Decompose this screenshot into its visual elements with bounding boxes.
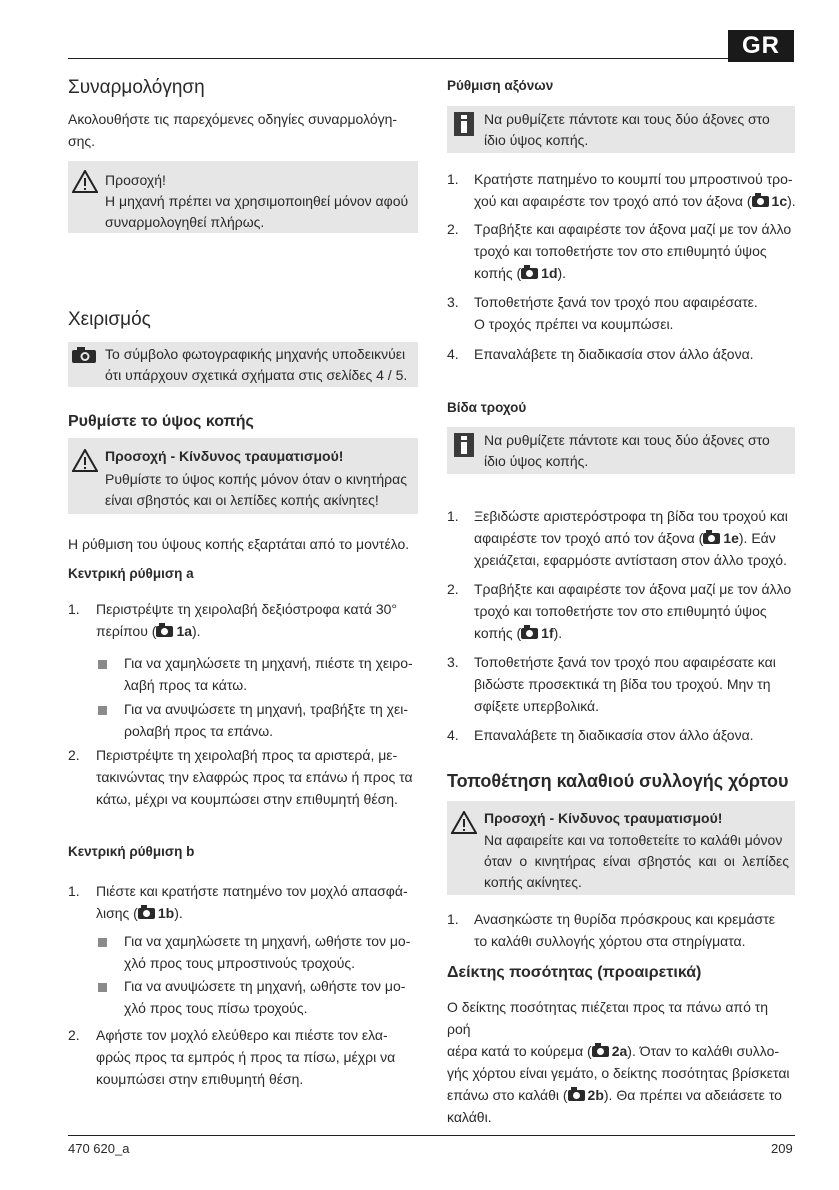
step-text — [474, 168, 796, 212]
step-line: το καλάθι συλλογής χόρτου στα στηρίγματα. — [474, 933, 746, 949]
catcher-title: Τοποθέτηση καλαθιού συλλογής χόρτου — [447, 771, 789, 791]
step-number: 1. — [68, 601, 80, 617]
language-badge: GR — [728, 30, 794, 62]
assembly-text-1: Ακολουθήστε τις παρεχόμενες οδηγίες συναρμολόγη- — [68, 111, 398, 127]
figure-ref — [592, 1043, 628, 1059]
figure-ref — [521, 625, 553, 641]
figure-ref — [521, 265, 557, 281]
step-number: 2. — [68, 747, 80, 763]
figure-ref-label: 1e — [723, 530, 739, 546]
indicator-text — [447, 996, 795, 1128]
operation-note-box — [68, 342, 418, 387]
footer-model: 470 620_a — [68, 1141, 130, 1156]
step-line — [474, 622, 791, 644]
step-line: Πιέστε και κρατήστε πατημένο τον μοχλό απασφά- — [96, 883, 408, 899]
step-number: 3. — [447, 654, 459, 670]
step-text — [474, 651, 776, 717]
step-line: φρώς προς τα εμπρός ή προς τα πίσω, μέχρι να — [96, 1049, 396, 1065]
step-text-pre: αφαιρέστε τον τροχό από τον άξονα ( — [474, 530, 704, 546]
cut-height-intro: Η ρύθμιση του ύψους κοπής εξαρτάται από το μοντέλο. — [68, 536, 410, 552]
info-icon — [454, 112, 474, 136]
warning-line-1: Να αφαιρείτε και να τοποθετείτε το καλάθι μόνον — [484, 832, 783, 848]
step-text — [474, 578, 791, 644]
assembly-title: Συναρμολόγηση — [68, 77, 205, 98]
camera-icon — [521, 628, 538, 639]
step-text — [474, 343, 754, 365]
figure-ref — [703, 530, 739, 546]
bullet-text — [124, 652, 413, 696]
figure-ref — [752, 193, 788, 209]
footer-rule — [68, 1135, 795, 1136]
header-rule — [68, 58, 728, 59]
info-line-1: Να ρυθμίζετε πάντοτε και τους δύο άξονες στο — [484, 111, 770, 127]
step-text-pre: χού και αφαιρέστε τον τροχό από τον άξονα ( — [474, 193, 752, 209]
figure-ref-label: 1a — [176, 623, 193, 639]
warning-title: Προσοχή! — [105, 172, 166, 188]
warning-line-3: κοπής ακίνητες. — [484, 874, 582, 890]
info-icon — [454, 433, 474, 457]
step-text-post: ). — [787, 193, 796, 209]
step-number: 1. — [447, 911, 459, 927]
bullet-line: Για να χαμηλώσετε τη μηχανή, ωθήστε τον μο- — [124, 933, 411, 949]
warning-title: Προσοχή - Κίνδυνος τραυματισμού! — [105, 448, 344, 464]
step-text — [474, 724, 754, 746]
step-line: βιδώστε προσεκτικά τη βίδα του τροχού. Μην τη — [474, 676, 771, 692]
central-b-title: Κεντρική ρύθμιση b — [68, 844, 195, 859]
step-line: σφίξετε υπερβολικά. — [474, 698, 600, 714]
step-line: Περιστρέψτε τη χειρολαβή δεξιόστροφα κατά 30° — [96, 601, 398, 617]
step-line: Περιστρέψτε τη χειρολαβή προς τα αριστερά, με- — [96, 747, 398, 763]
step-line — [474, 527, 788, 549]
step-text — [96, 1024, 395, 1090]
step-text-pre: λισης ( — [96, 905, 138, 921]
step-text — [474, 505, 788, 571]
info-line-2: ίδιο ύψος κοπής. — [484, 132, 589, 148]
step-text-post: ). — [553, 625, 563, 641]
indicator-line: γής χόρτου είναι γεμάτο, ο δείκτης ποσότητας βρίσκεται — [447, 1065, 790, 1081]
step-number: 3. — [447, 294, 459, 310]
step-line: τροχό και τοποθετήστε τον στο επιθυμητό ύψος — [474, 243, 767, 259]
bullet-line: ρολαβή προς τα επάνω. — [124, 723, 274, 739]
indicator-line — [447, 1040, 795, 1062]
wheel-screw-title: Βίδα τροχού — [447, 400, 527, 415]
step-text — [96, 880, 408, 924]
figure-ref-label: 2a — [611, 1043, 628, 1059]
camera-icon — [156, 626, 173, 637]
step-text-post: ). — [557, 265, 567, 281]
wheel-screw-info-box — [447, 427, 795, 474]
bullet-square-icon — [98, 706, 107, 715]
cut-height-warning-box — [68, 438, 418, 514]
step-text — [96, 598, 397, 642]
figure-ref-label: 1f — [541, 625, 554, 641]
step-text — [474, 218, 791, 284]
warning-title: Προσοχή - Κίνδυνος τραυματισμού! — [484, 810, 723, 826]
step-text-pre: περίπου ( — [96, 623, 157, 639]
step-number: 1. — [447, 508, 459, 524]
figure-ref — [156, 623, 192, 639]
step-line: Αφήστε τον μοχλό ελεύθερο και πιέστε τον ελα- — [96, 1027, 388, 1043]
bullet-text — [124, 930, 410, 974]
bullet-line: χλό προς τους μπροστινούς τροχούς. — [124, 955, 356, 971]
warning-icon — [451, 811, 477, 834]
figure-ref-label: 1c — [771, 193, 788, 209]
step-line — [96, 620, 397, 642]
page-number: 209 — [771, 1141, 793, 1156]
warning-line-2: όταν ο κινητήρας είναι σβηστός και οι λεπίδες — [484, 853, 789, 869]
camera-icon — [568, 1090, 585, 1101]
step-text-pre: κοπής ( — [474, 265, 522, 281]
camera-icon — [703, 533, 720, 544]
step-line: χρειάζεται, εφαρμόστε αντίσταση στον άλλο τροχό. — [474, 552, 787, 568]
step-text-post: ). — [192, 623, 201, 639]
operation-note-line-2: ότι υπάρχουν σχετικά σχήματα στις σελίδες 4 / 5. — [105, 367, 408, 383]
step-line — [474, 190, 796, 212]
axle-title: Ρύθμιση αξόνων — [447, 78, 554, 93]
step-number: 4. — [447, 727, 459, 743]
step-number: 1. — [447, 171, 459, 187]
step-number: 1. — [68, 883, 80, 899]
assembly-text-2: σης. — [68, 133, 96, 149]
bullet-line: χλό προς τους πίσω τροχούς. — [124, 1000, 308, 1016]
step-number: 2. — [68, 1027, 80, 1043]
camera-icon — [71, 346, 97, 364]
step-line: τακινώντας την ελαφρώς προς τα επάνω ή προς τα — [96, 769, 413, 785]
camera-icon — [521, 268, 538, 279]
indicator-title: Δείκτης ποσότητας (προαιρετικά) — [447, 964, 702, 981]
text-post: ). Όταν το καλάθι συλλο- — [627, 1043, 780, 1059]
step-line — [474, 262, 791, 284]
step-number: 2. — [447, 221, 459, 237]
camera-icon — [592, 1046, 609, 1057]
step-line: Τοποθετήστε ξανά τον τροχό που αφαιρέσατε. — [474, 294, 758, 310]
figure-ref-label: 2b — [587, 1087, 604, 1103]
warning-line-2: είναι σβηστός και οι λεπίδες κοπής ακίνητες! — [105, 492, 379, 508]
bullet-square-icon — [98, 938, 107, 947]
step-line: κάτω, μέχρι να κουμπώσει στην επιθυμητή θέση. — [96, 791, 398, 807]
step-line: Τραβήξτε και αφαιρέστε τον άξονα μαζί με τον άλλο — [474, 581, 792, 597]
operation-note-line-1: Το σύμβολο φωτογραφικής μηχανής υποδεικνύει — [105, 346, 406, 362]
text-post: ). Θα πρέπει να αδειάσετε το — [603, 1087, 782, 1103]
step-line — [96, 902, 408, 924]
camera-icon — [752, 196, 769, 207]
text-pre: επάνω στο καλάθι ( — [447, 1087, 568, 1103]
figure-ref-label: 1d — [541, 265, 558, 281]
bullet-line: Για να ανυψώσετε τη μηχανή, ωθήστε τον μο- — [124, 978, 406, 994]
step-line: Ξεβιδώστε αριστερόστροφα τη βίδα του τροχού και — [474, 508, 788, 524]
step-line: Επαναλάβετε τη διαδικασία στον άλλο άξονα. — [474, 346, 754, 362]
step-text — [96, 744, 413, 810]
cut-height-title: Ρυθμίστε το ύψος κοπής — [68, 413, 254, 430]
indicator-line: καλάθι. — [447, 1109, 492, 1125]
step-line: Επαναλάβετε τη διαδικασία στον άλλο άξονα. — [474, 727, 754, 743]
step-text — [474, 291, 758, 335]
warning-icon — [72, 449, 98, 472]
bullet-text — [124, 698, 408, 742]
step-line: Τραβήξτε και αφαιρέστε τον άξονα μαζί με τον άλλο — [474, 221, 792, 237]
step-line: Κρατήστε πατημένο το κουμπί του μπροστινού τρο- — [474, 171, 793, 187]
assembly-warning-box — [68, 161, 418, 233]
step-line: Ο τροχός πρέπει να κουμπώσει. — [474, 316, 674, 332]
operation-title: Χειρισμός — [68, 309, 151, 330]
info-line-1: Να ρυθμίζετε πάντοτε και τους δύο άξονες στο — [484, 432, 770, 448]
bullet-text — [124, 975, 405, 1019]
warning-line-1: Η μηχανή πρέπει να χρησιμοποιηθεί μόνον αφού — [105, 193, 409, 209]
bullet-square-icon — [98, 983, 107, 992]
step-text-pre: κοπής ( — [474, 625, 522, 641]
bullet-square-icon — [98, 660, 107, 669]
step-number: 2. — [447, 581, 459, 597]
indicator-line: Ο δείκτης ποσότητας πιέζεται προς τα πάνω από τη ροή — [447, 999, 769, 1037]
step-text — [474, 908, 775, 952]
step-number: 4. — [447, 346, 459, 362]
warning-icon — [72, 170, 98, 193]
step-line: Τοποθετήστε ξανά τον τροχό που αφαιρέσατε και — [474, 654, 776, 670]
step-text-post: ). — [174, 905, 183, 921]
step-line: τροχό και τοποθετήστε τον στο επιθυμητό ύψος — [474, 603, 767, 619]
step-text-post: ). Εάν — [738, 530, 776, 546]
catcher-warning-box — [447, 801, 795, 895]
figure-ref-label: 1b — [157, 905, 175, 921]
text-pre: αέρα κατά το κούρεμα ( — [447, 1043, 592, 1059]
bullet-line: Για να χαμηλώσετε τη μηχανή, πιέστε τη χειρο- — [124, 655, 413, 671]
info-line-2: ίδιο ύψος κοπής. — [484, 453, 589, 469]
camera-icon — [138, 908, 155, 919]
step-line: κουμπώσει στην επιθυμητή θέση. — [96, 1071, 304, 1087]
axle-info-box — [447, 106, 795, 153]
indicator-line — [447, 1084, 795, 1106]
warning-line-1: Ρυθμίστε το ύψος κοπής μόνον όταν ο κινητήρας — [105, 471, 407, 487]
warning-line-2: συναρμολογηθεί πλήρως. — [105, 214, 265, 230]
figure-ref — [138, 905, 174, 921]
bullet-line: Για να ανυψώσετε τη μηχανή, τραβήξτε τη χει- — [124, 701, 409, 717]
figure-ref — [568, 1087, 604, 1103]
central-a-title: Κεντρική ρύθμιση a — [68, 566, 194, 581]
step-line: Ανασηκώστε τη θυρίδα πρόσκρους και κρεμάστε — [474, 911, 775, 927]
bullet-line: λαβή προς τα κάτω. — [124, 677, 248, 693]
